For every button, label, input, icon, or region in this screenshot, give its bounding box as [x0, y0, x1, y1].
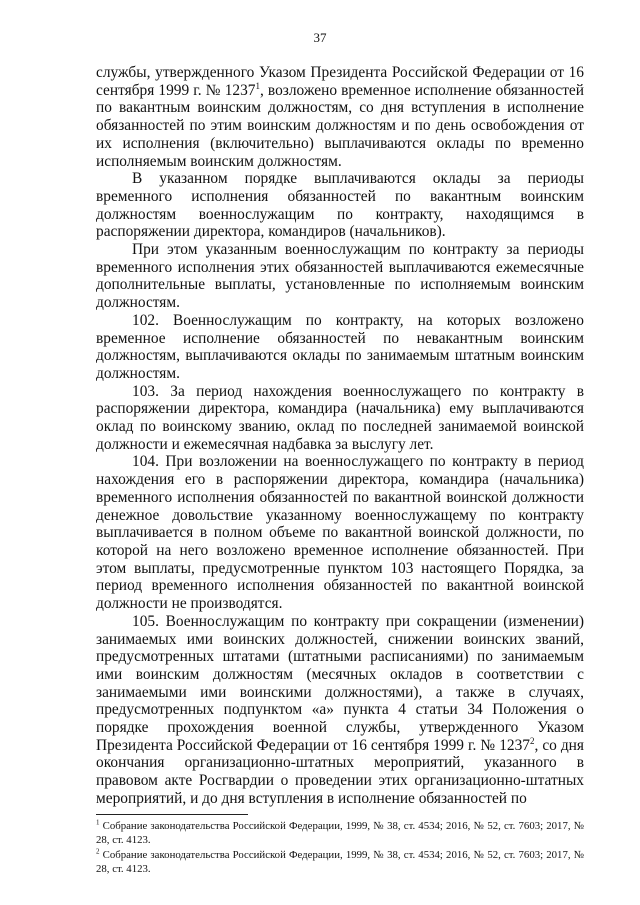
footnote-divider — [96, 814, 248, 815]
paragraph-text: , возложено временное исполнение обязанностей по вакантным воинским должностям, со дня вступления в исполнение обязанностей по этим воинским должностям и по день освобождения от их исполнения (включительно) выплачиваются оклады по временно исполняемым воинским должностям. — [96, 81, 584, 170]
paragraph-clause-102: 102. Военнослужащим по контракту, на которых возложено временное исполнение обязанностей по невакантным воинским должностям, выплачиваются оклады по занимаемым штатным воинским должностям. — [96, 311, 584, 382]
paragraph-text: 105. Военнослужащим по контракту при сокращении (изменении) занимаемых ими воинских должностей, снижении воинских званий, предусмотренных штатами (штатными расписаниями) по занимаемым ими воинским должностям (месячных окладов в соответствии с занимаемыми ими воинскими должностями), а также в случаях, предусмотренных подпунктом «а» пункта 4 статьи 34 Положения о порядке прохождения военной службы, утвержденного Указом Президента Российской Федерации от 16 сентября 1999 г. № 1237 — [96, 612, 584, 754]
footnote-marker: 2 — [96, 847, 100, 856]
paragraph-text: , со дня окончания организационно-штатных мероприятий, указанного в правовом акте Росгвардии о проведении этих организационно-штатных мероприятий, и до дня вступления в исполнение обязанностей по — [96, 736, 584, 807]
paragraph-continuation — [96, 64, 584, 170]
footnote-reference: 1 — [255, 80, 260, 91]
paragraph: В указанном порядке выплачиваются оклады за периоды временного исполнения обязанностей по вакантным воинским должностям военнослужащим по контракту, находящимся в распоряжении директора, командиров (начальников). — [96, 170, 584, 241]
footnotes — [96, 820, 584, 878]
footnote-marker: 1 — [96, 818, 100, 827]
footnote-text: Собрание законодательства Российской Федерации, 1999, № 38, ст. 4534; 2016, № 52, ст. 7603; 2017, № 28, ст. 4123. — [96, 849, 584, 875]
paragraph-clause-105 — [96, 613, 584, 808]
footnote — [96, 849, 584, 876]
page-number: 37 — [313, 30, 327, 45]
footnote — [96, 820, 584, 847]
paragraph-clause-103: 103. За период нахождения военнослужащего по контракту в распоряжении директора, командира (начальника) ему выплачиваются оклад по воинскому званию, оклад по последней занимаемой воинской должности и ежемесячная надбавка за выслугу лет. — [96, 382, 584, 453]
footnote-text: Собрание законодательства Российской Федерации, 1999, № 38, ст. 4534; 2016, № 52, ст. 7603; 2017, № 28, ст. 4123. — [96, 820, 584, 846]
footnote-reference: 2 — [529, 735, 535, 746]
paragraph: При этом указанным военнослужащим по контракту за периоды временного исполнения этих обязанностей выплачиваются ежемесячные дополнительные выплаты, установленные по исполняемым воинским должностям. — [96, 241, 584, 312]
paragraph-text: службы, утвержденного Указом Президента Российской Федерации от 16 сентября 1999 г. № 1237 — [96, 64, 584, 99]
body-text — [96, 64, 584, 808]
paragraph-clause-104: 104. При возложении на военнослужащего по контракту в период нахождения его в распоряжении директора, командира (начальника) временного исполнения обязанностей по вакантной воинской должности денежное довольствие указанному военнослужащему по контракту выплачивается в полном объеме по вакантной воинской должности, по которой на него возложено временное исполнение обязанностей. При этом выплаты, предусмотренные пунктом 103 настоящего Порядка, за период временного исполнения обязанностей по вакантной воинской должности не производятся. — [96, 453, 584, 613]
